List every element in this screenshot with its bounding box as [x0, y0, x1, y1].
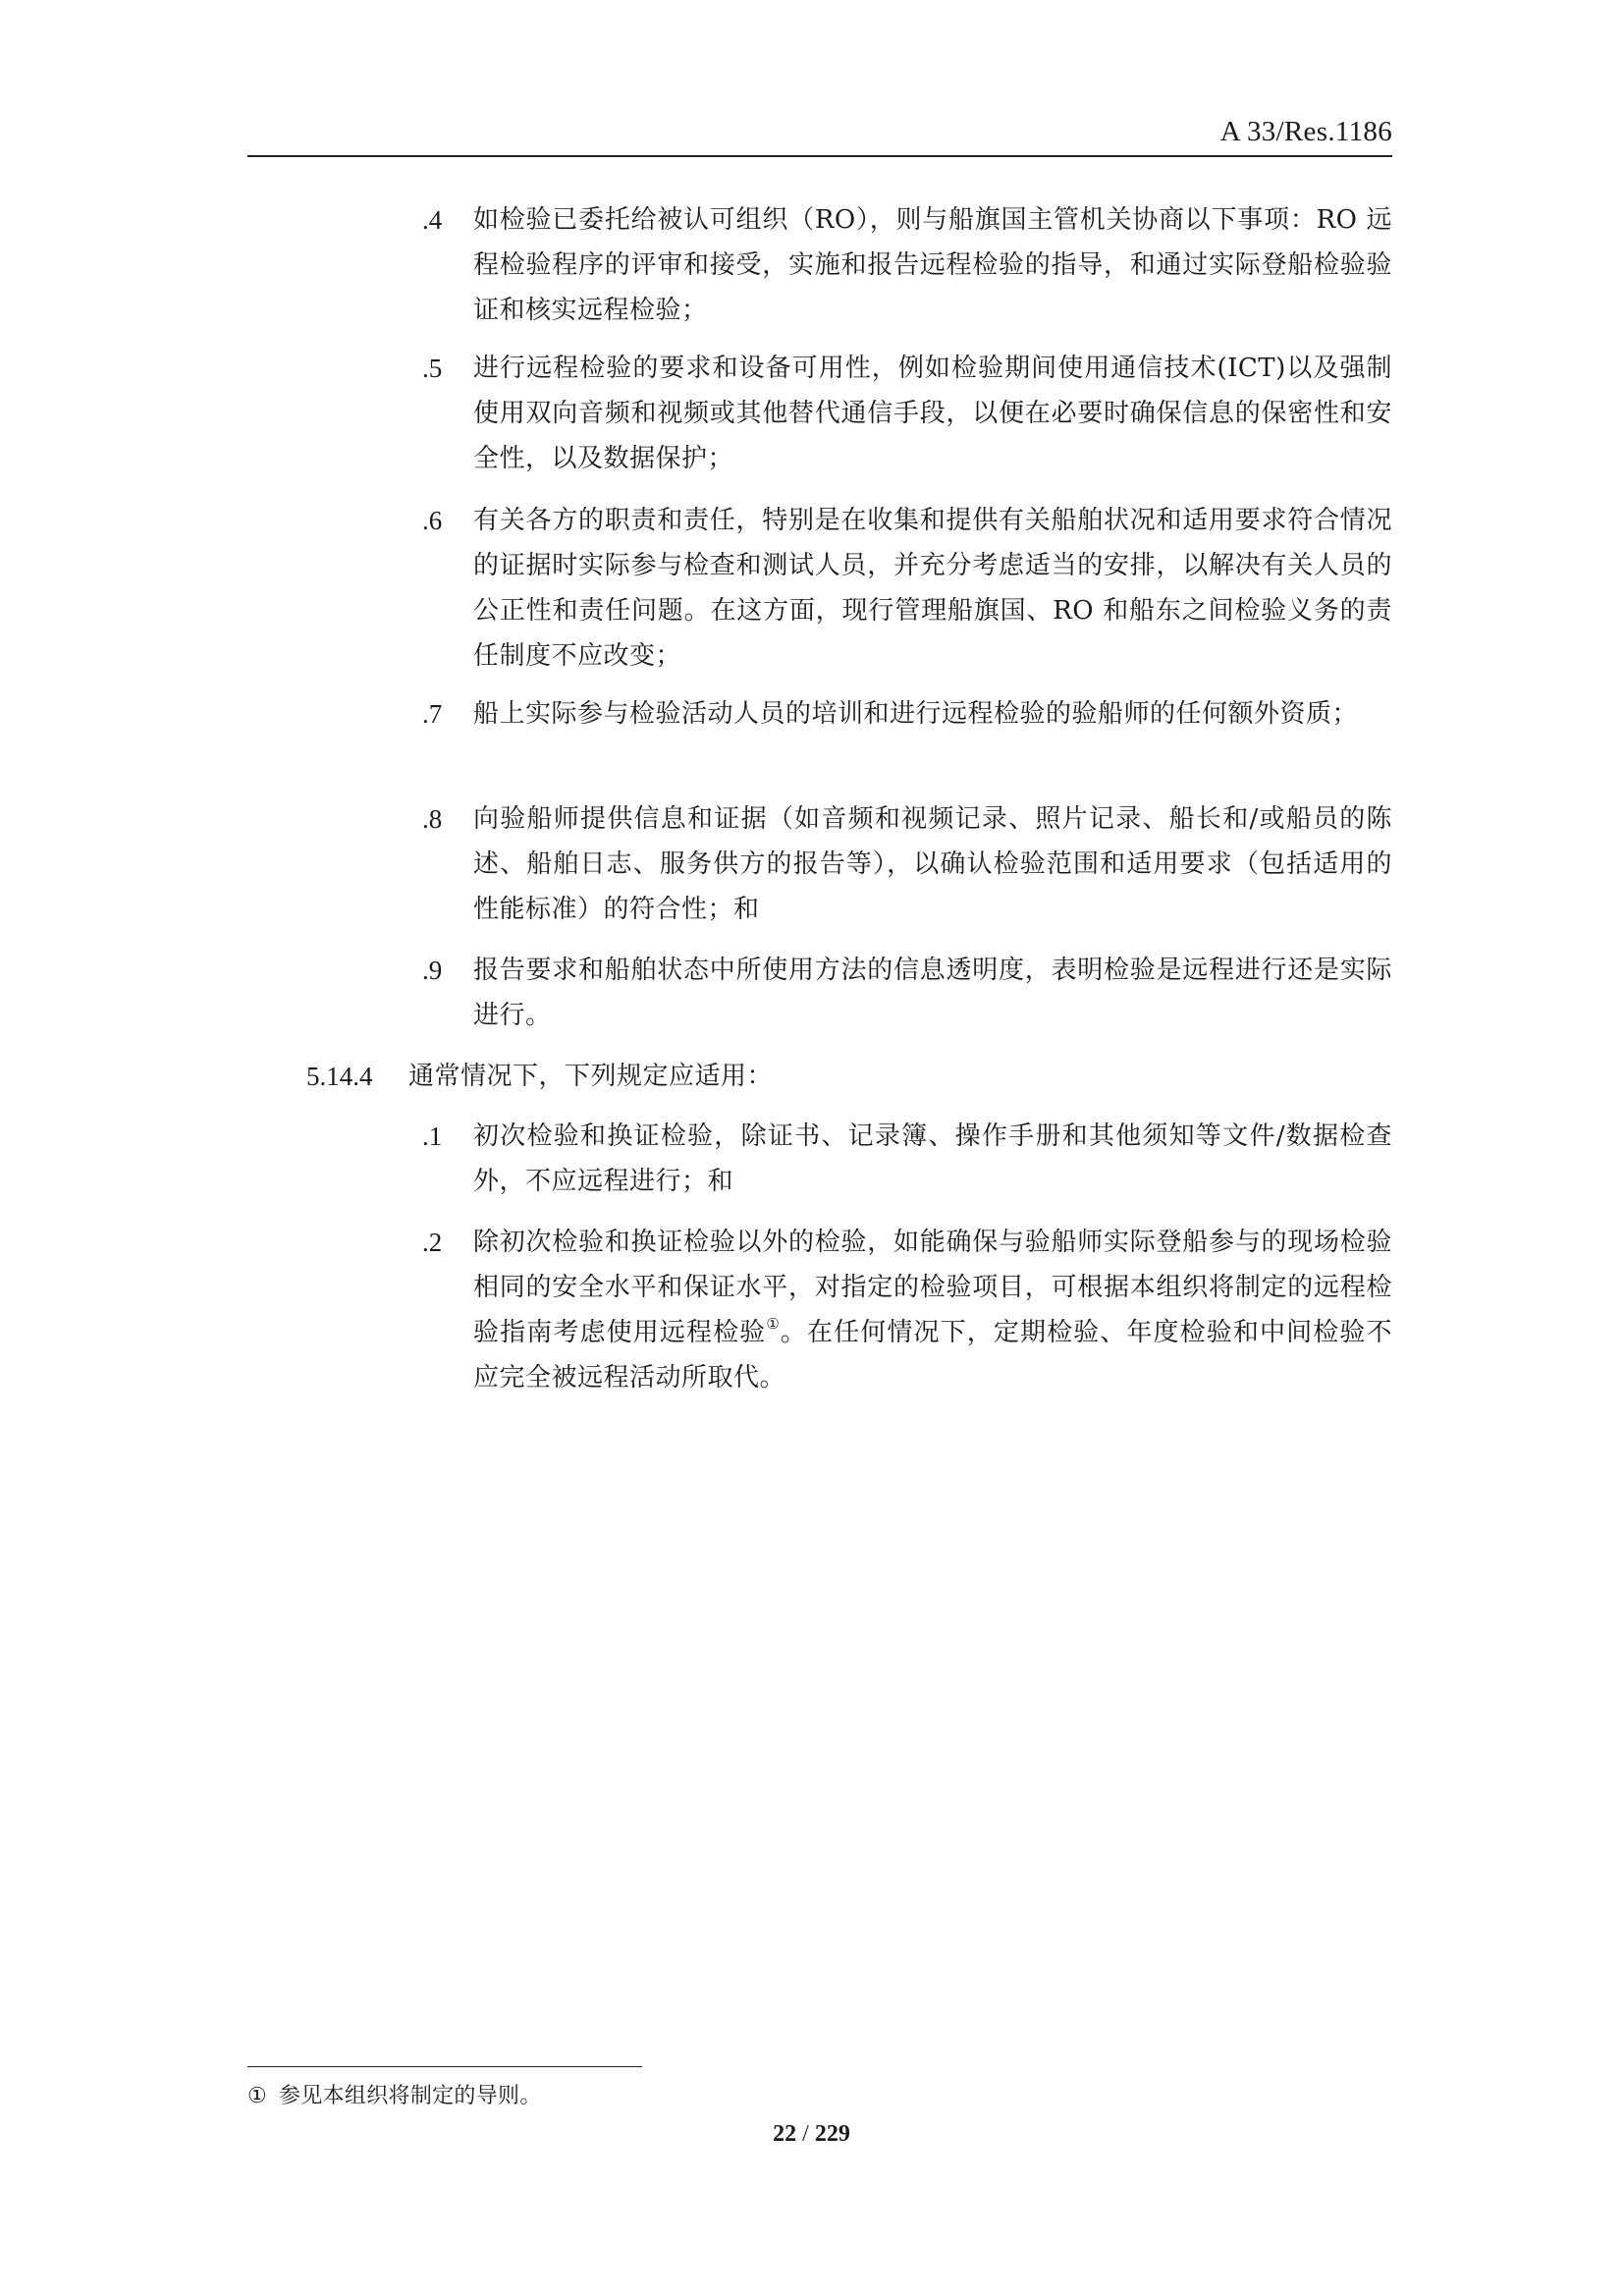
item-text: 向验船师提供信息和证据（如音频和视频记录、照片记录、船长和/或船员的陈述、船舶日志、服务供方的报告等），以确认检验范围和适用要求（包括适用的性能标准）的符合性；和: [473, 804, 1392, 924]
item-text: 进行远程检验的要求和设备可用性，例如检验期间使用通信技术(ICT)以及强制使用双向音频和视频或其他替代通信手段，以便在必要时确保信息的保密性和安全性，以及数据保护；: [473, 354, 1392, 473]
section-text: 通常情况下，下列规定应适用：: [408, 1062, 774, 1091]
current-page: 22: [773, 2121, 797, 2147]
item-number: .6: [422, 506, 443, 535]
footnote-reference[interactable]: ①: [766, 1315, 781, 1333]
footnote: [247, 2082, 542, 2111]
item-text: 初次检验和换证检验，除证书、记录簿、操作手册和其他须知等文件/数据检查外，不应远程进行；和: [473, 1121, 1392, 1196]
item-text-part: 除初次检验和换证检验以外的检验，如能确保与验船师实际登船参与的现场检验相同的安全水平和保证水平，对指定的检验项目，可根据本组织将制定的远程检验指南考虑使用远程检验: [473, 1228, 1392, 1347]
item-number: .5: [422, 354, 443, 383]
item-number: .9: [422, 956, 443, 985]
item-text-part: 。在任何情况下，定期检验、年度检验和中间检验不应完全被远程活动所取代。: [473, 1318, 1392, 1393]
item-number: .4: [422, 205, 443, 235]
page-number: [0, 2121, 1623, 2148]
total-pages: 229: [814, 2121, 850, 2147]
item-text: 报告要求和船舶状态中所使用方法的信息透明度，表明检验是远程进行还是实际进行。: [473, 956, 1392, 1030]
footnote-mark: ①: [247, 2084, 268, 2108]
footnote-text: 参见本组织将制定的导则。: [279, 2084, 542, 2108]
item-number: .2: [422, 1228, 443, 1257]
item-text: [473, 1220, 1392, 1400]
page-separator: /: [796, 2121, 815, 2147]
section-number: 5.14.4: [306, 1062, 373, 1091]
document-symbol: A 33/Res.1186: [1219, 116, 1392, 147]
footnote-divider: [247, 2066, 642, 2067]
item-text: 船上实际参与检验活动人员的培训和进行远程检验的验船师的任何额外资质；: [473, 699, 1359, 729]
item-number: .8: [422, 804, 443, 834]
item-text: 有关各方的职责和责任，特别是在收集和提供有关船舶状况和适用要求符合情况的证据时实际参与检查和测试人员，并充分考虑适当的安排，以解决有关人员的公正性和责任问题。在这方面，现行管理船旗国、RO 和船东之间检验义务的责任制度不应改变；: [473, 506, 1392, 671]
item-text: 如检验已委托给被认可组织（RO），则与船旗国主管机关协商以下事项：RO 远程检验程序的评审和接受，实施和报告远程检验的指导，和通过实际登船检验验证和核实远程检验；: [473, 205, 1392, 325]
header-divider: [247, 155, 1392, 157]
item-number: .7: [422, 699, 443, 729]
item-number: .1: [422, 1121, 443, 1151]
